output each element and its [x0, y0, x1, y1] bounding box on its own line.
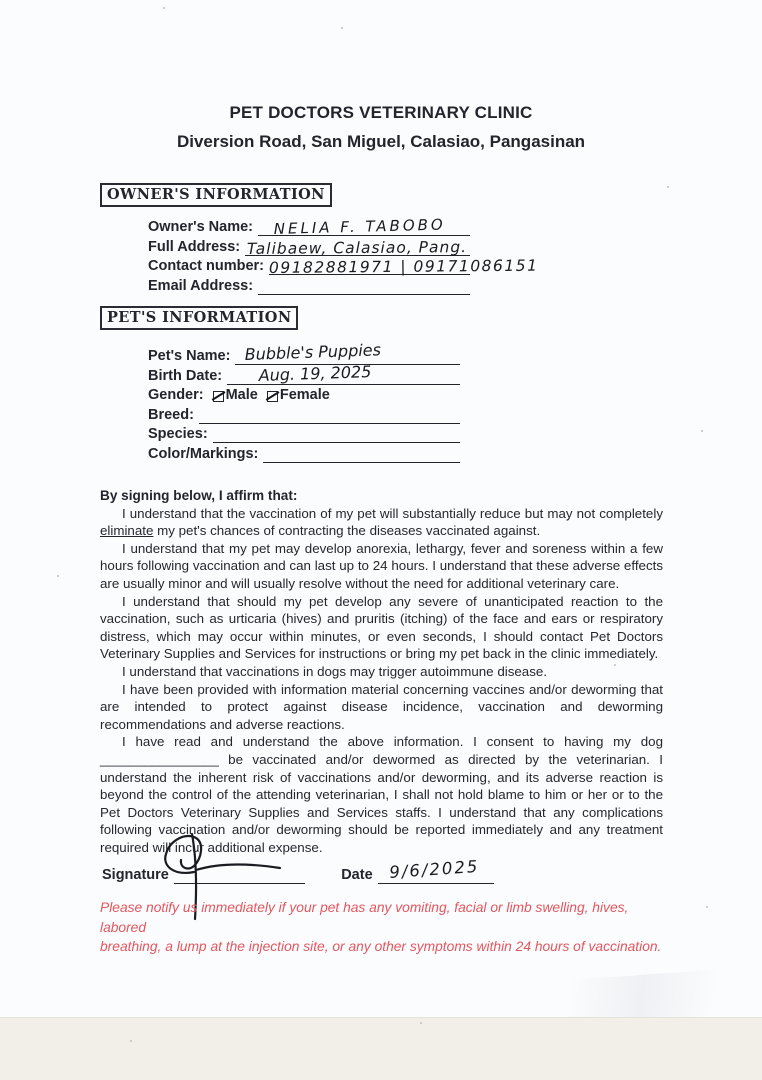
affirmation-section: [100, 487, 663, 856]
birth-date-handwritten: Aug. 19, 2025: [258, 361, 372, 385]
birth-date-line: [227, 361, 460, 385]
affirmation-paragraphs: [100, 505, 663, 857]
footer-notice-line1: Please notify us immediately if your pet has any vomiting, facial or limb swelling, hives, labored: [100, 900, 629, 935]
footer-notice: [100, 898, 672, 957]
pet-fields: [148, 340, 460, 463]
owner-name-line: [258, 215, 470, 238]
affirmation-paragraph: I understand that the vaccination of my pet will substantially reduce but may not completely eliminate my pet's chances of contracting the diseases vaccinated against.: [100, 505, 663, 539]
gender-label: Gender:: [148, 387, 204, 403]
affirmation-paragraph: I understand that should my pet develop any severe of unanticipated reaction to the vaccination, such as urticaria (hives) and pruritis (itching) of the face and ears or respiratory distress, which may occur within minutes, or even seconds, I should contact Pet Doctors Veterinary Supplies and Services for instructions or bring my pet back in the clinic immediately.: [100, 593, 663, 662]
full-address-row: [148, 237, 470, 256]
email-address-line: [258, 277, 470, 295]
color-markings-label: Color/Markings:: [148, 445, 259, 462]
clinic-address: Diversion Road, San Miguel, Calasiao, Pangasinan: [176, 132, 586, 151]
owner-name-label: Owner's Name:: [148, 219, 253, 235]
email-address-label: Email Address:: [148, 277, 254, 294]
male-checkbox-mark: [211, 391, 225, 400]
female-label: Female: [279, 387, 330, 403]
contact-number-label: Contact number:: [148, 258, 264, 274]
breed-label: Breed:: [148, 406, 194, 423]
pet-name-row: [148, 340, 460, 365]
affirmation-paragraph: I have read and understand the above information. I consent to having my dog ________________ be vaccinated and/or dewormed as directed by the veterinarian. I understand the inherent risk of vaccinations and/or deworming, and its adverse reaction is beyond the control of the attending veterinarian, I shall not hold blame to him or her or to the Pet Doctors Veterinary Supplies and Services staffs. I understand that any complications following vaccination and/or deworming should be reported immediately and any treatment required will incur additional expense.: [100, 734, 663, 855]
contact-number-row: [148, 256, 539, 277]
affirmation-heading: By signing below, I affirm that:: [100, 488, 298, 503]
birth-date-row: [148, 361, 460, 385]
date-handwritten: 9/6/2025: [388, 856, 480, 882]
pet-name-handwritten: Bubble's Puppies: [244, 340, 382, 364]
scan-speck: [130, 1040, 132, 1042]
pet-section-heading: PET'S INFORMATION: [100, 306, 298, 330]
species-label: Species:: [148, 426, 208, 442]
color-markings-line: [263, 445, 460, 463]
full-address-label: Full Address:: [148, 238, 241, 255]
scan-speck: [163, 7, 165, 9]
full-address-line: [245, 238, 470, 256]
scan-speck: [667, 186, 669, 188]
owner-section-heading: OWNER'S INFORMATION: [100, 183, 332, 207]
contact-number-line: [268, 256, 539, 277]
scanner-background-strip: [0, 1017, 762, 1080]
scan-speck: [341, 27, 343, 29]
owner-name-handwritten: NELIA F. TABOBO: [273, 215, 446, 238]
color-markings-row: [148, 444, 460, 463]
breed-row: [148, 405, 460, 424]
female-checkbox: [267, 391, 278, 402]
owner-name-row: [148, 217, 470, 236]
full-address-handwritten: Talibaew, Calasiao, Pang.: [246, 238, 468, 258]
scan-speck: [57, 575, 59, 577]
birth-date-label: Birth Date:: [148, 367, 223, 384]
affirmation-paragraph: I understand that vaccinations in dogs may trigger autoimmune disease.: [122, 663, 548, 679]
species-line: [213, 425, 460, 443]
affirmation-paragraph: I understand that my pet may develop anorexia, lethargy, fever and soreness within a few hours following vaccination and can last up to 24 hours. I understand that these adverse effects are usually minor and will usually resolve without the need for additional veterinary care.: [100, 540, 663, 591]
pet-name-label: Pet's Name:: [148, 348, 231, 364]
clinic-name: PET DOCTORS VETERINARY CLINIC: [229, 103, 533, 122]
contact-number-handwritten: 09182881971 | 09171086151: [268, 256, 539, 277]
affirmation-paragraph: I have been provided with information material concerning vaccines and/or deworming that are intended to protect against disease incidence, vaccination and deworming recommendations and adverse reactions.: [100, 681, 663, 732]
male-checkbox: [213, 391, 224, 402]
female-checkbox-mark: [266, 391, 280, 400]
scan-speck: [706, 906, 708, 908]
scan-speck: [701, 430, 703, 432]
date-label: Date: [341, 867, 373, 883]
date-line: [378, 856, 494, 884]
owner-fields: [148, 215, 539, 295]
footer-notice-line2: breathing, a lump at the injection site, or any other symptoms within 24 hours of vaccination.: [100, 939, 662, 954]
scan-speck: [420, 1022, 422, 1024]
signature-label: Signature: [102, 867, 169, 883]
species-row: [148, 424, 460, 443]
email-address-row: [148, 276, 470, 295]
breed-line: [199, 406, 460, 424]
male-label: Male: [225, 387, 258, 403]
gender-row: [148, 385, 460, 404]
form-header: [0, 103, 762, 152]
